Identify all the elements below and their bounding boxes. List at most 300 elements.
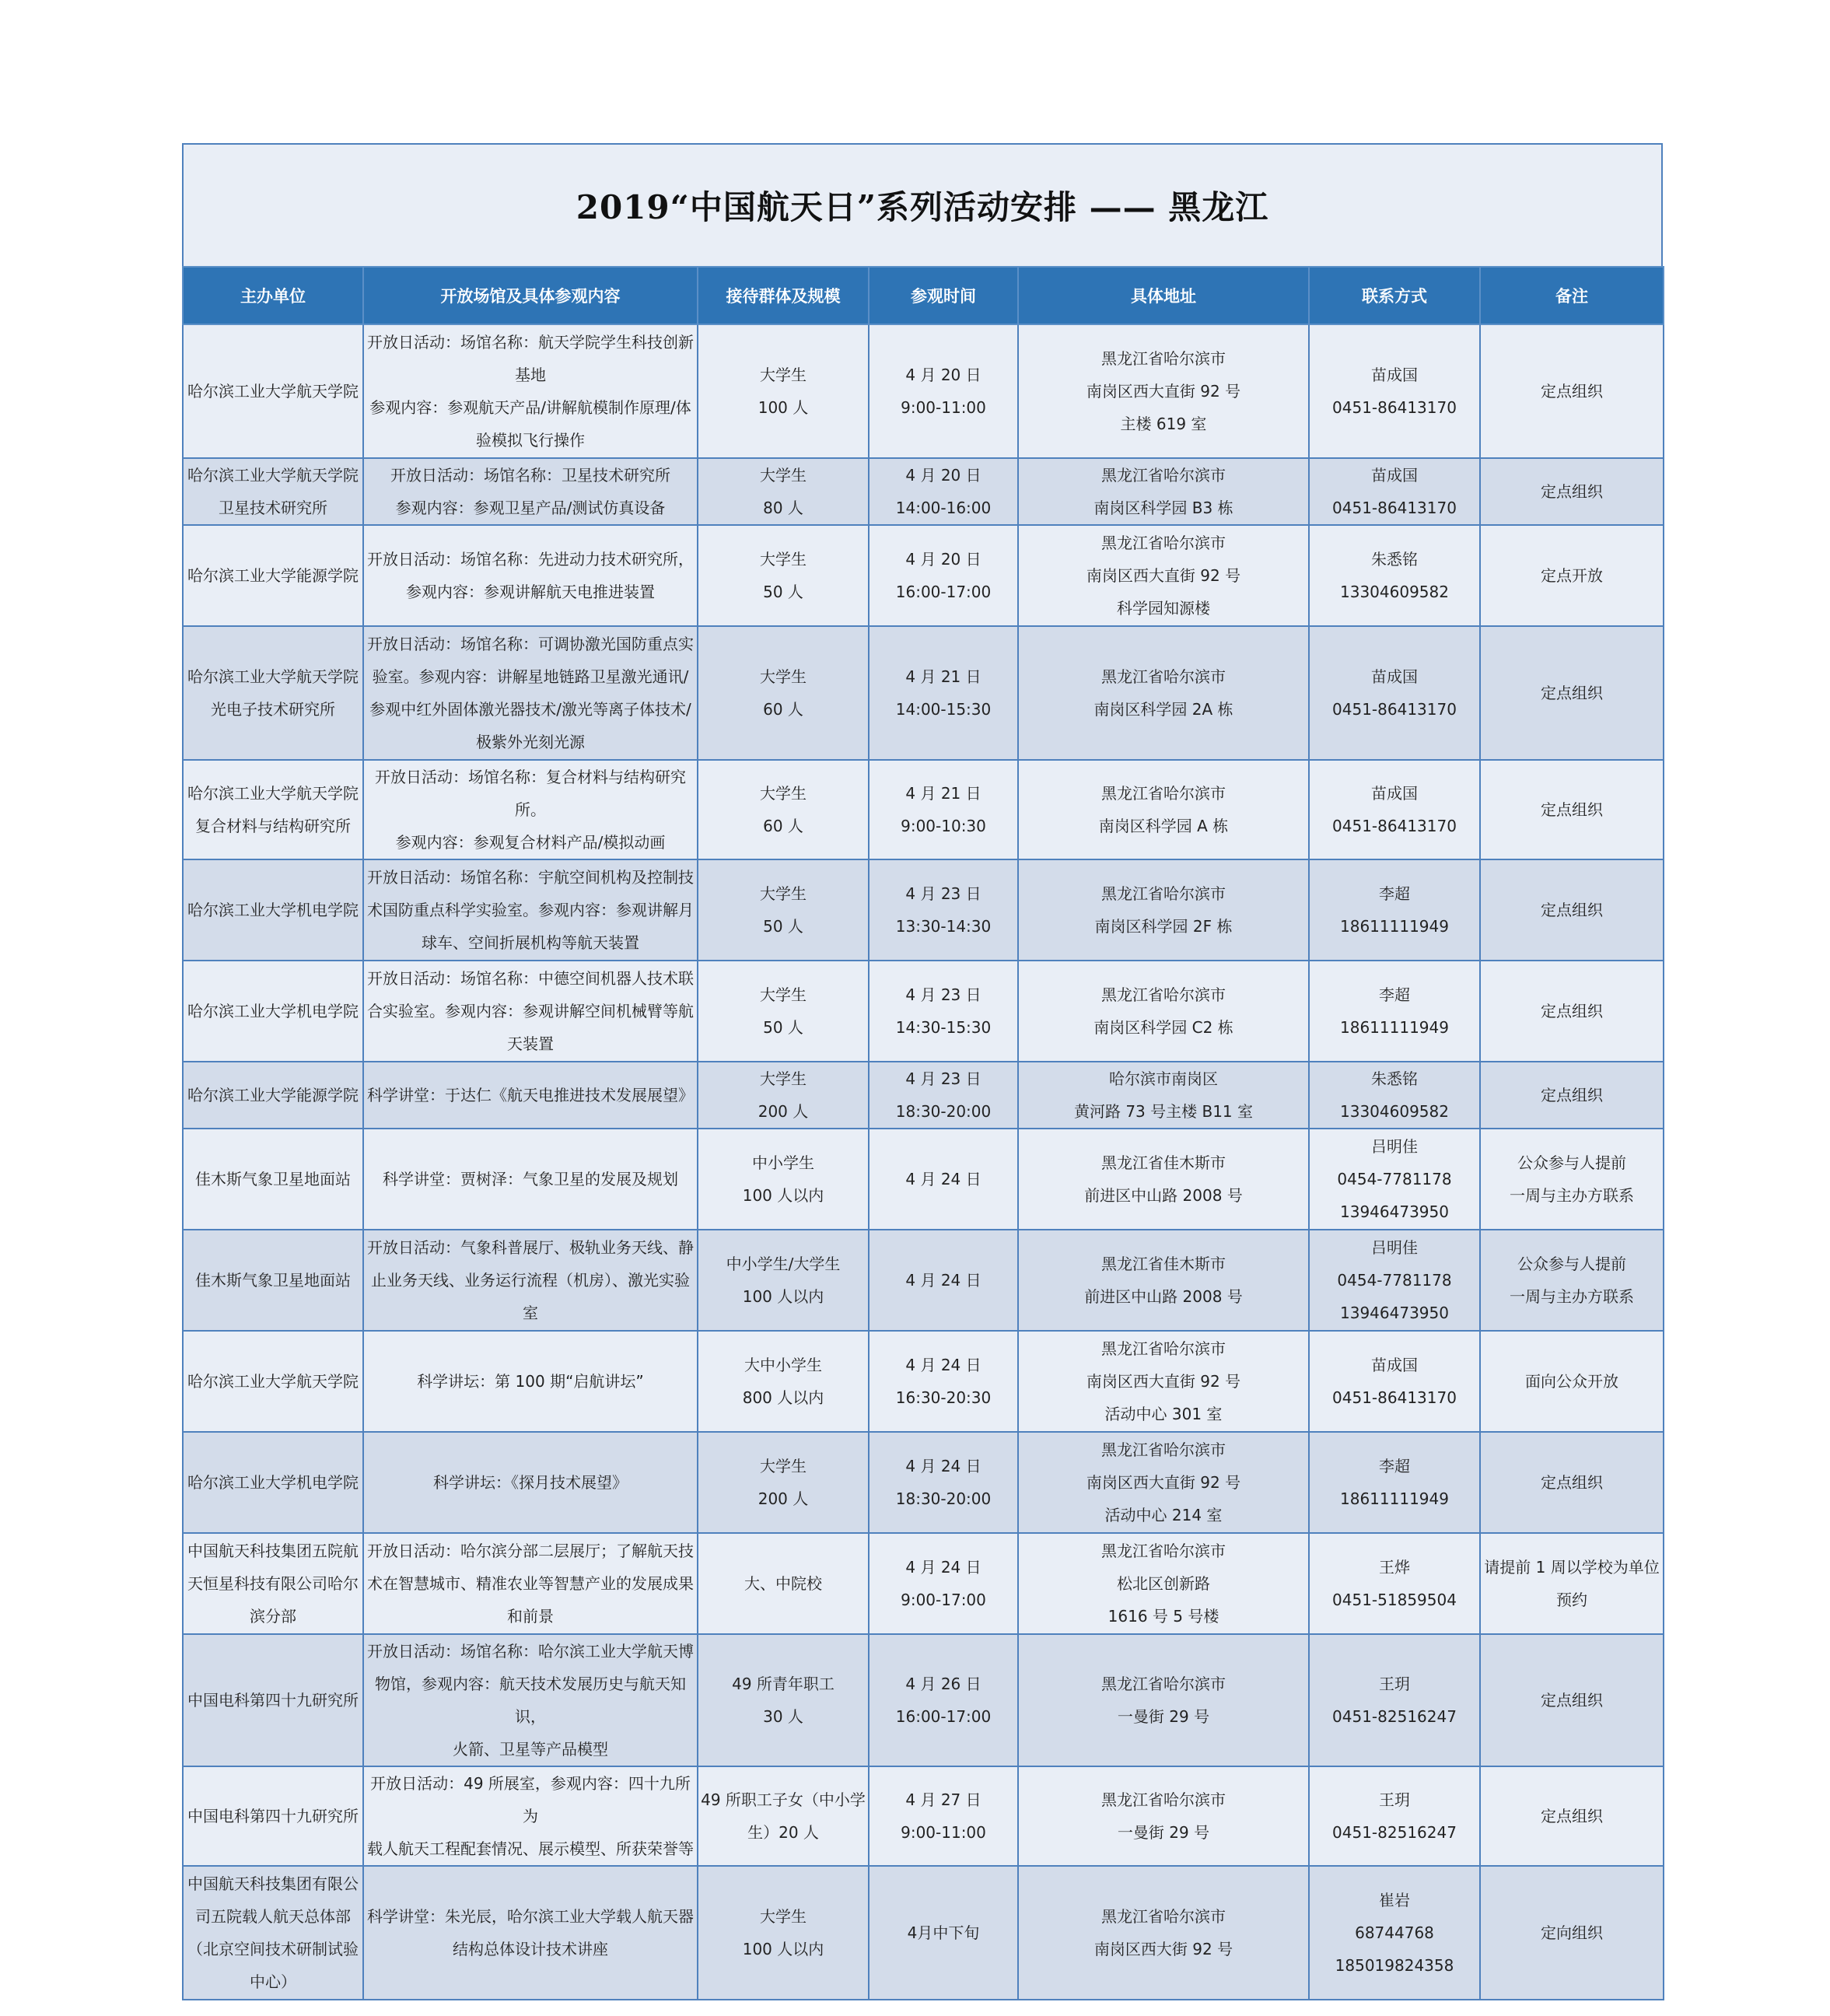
contact-cell: [1309, 859, 1480, 961]
address-cell-line: 松北区创新路: [1117, 1574, 1210, 1593]
contact-cell-line: 苗成国: [1371, 667, 1418, 686]
audience-cell-line: 100 人以内: [742, 1186, 824, 1205]
audience-cell: [698, 859, 869, 961]
host-cell-line: （北京空间技术研制试验: [187, 1940, 359, 1958]
time-cell-line: 4 月 21 日: [905, 784, 981, 803]
note-cell-line: 定点组织: [1541, 684, 1603, 702]
host-cell: [183, 961, 363, 1062]
address-cell: [1018, 1533, 1309, 1634]
address-cell-line: 黑龙江省哈尔滨市: [1101, 1790, 1226, 1809]
address-cell-line: 南岗区西大直街 92 号: [1086, 1473, 1241, 1492]
content-cell-line: 开放日活动：场馆名称：卫星技术研究所: [390, 466, 670, 485]
contact-cell: [1309, 1766, 1480, 1866]
contact-cell-line: 苗成国: [1371, 466, 1418, 485]
time-cell-line: 14:00-15:30: [895, 700, 992, 719]
time-cell: [869, 525, 1018, 626]
audience-cell-line: 80 人: [763, 499, 803, 517]
time-cell-line: 4 月 23 日: [905, 884, 981, 903]
note-cell-line: 定点组织: [1541, 382, 1603, 401]
table-row: [183, 458, 1664, 525]
audience-cell-line: 大学生: [760, 550, 807, 569]
contact-cell-line: 朱悉铭: [1371, 1069, 1418, 1088]
note-cell-line: 一周与主办方联系: [1510, 1186, 1634, 1205]
contact-cell-line: 吕明佳: [1371, 1137, 1418, 1156]
table-header: [183, 267, 1664, 324]
content-cell: [363, 859, 698, 961]
contact-cell-line: 18611111949: [1340, 1018, 1449, 1037]
audience-cell-line: 50 人: [763, 917, 803, 936]
table-row: [183, 760, 1664, 859]
address-cell-line: 黑龙江省哈尔滨市: [1101, 784, 1226, 803]
host-cell-line: 中心）: [250, 1972, 296, 1991]
audience-cell: [698, 458, 869, 525]
content-cell-line: 科学讲坛：第 100 期“启航讲坛”: [417, 1372, 644, 1391]
address-cell-line: 黑龙江省哈尔滨市: [1101, 884, 1226, 903]
time-cell-line: 4 月 20 日: [905, 466, 981, 485]
note-cell: [1480, 961, 1664, 1062]
host-cell-line: 滨分部: [250, 1607, 296, 1626]
address-cell-line: 活动中心 301 室: [1104, 1405, 1223, 1423]
address-cell-line: 南岗区西大街 92 号: [1093, 1940, 1233, 1958]
audience-cell-line: 大学生: [760, 366, 807, 384]
content-cell-line: 参观内容：参观讲解航天电推进装置: [406, 583, 655, 601]
note-cell-line: 定点组织: [1541, 482, 1603, 501]
time-cell: [869, 1766, 1018, 1866]
content-cell: [363, 458, 698, 525]
address-cell-line: 南岗区科学园 A 栋: [1098, 817, 1229, 835]
audience-cell-line: 中小学生/大学生: [726, 1255, 841, 1273]
contact-cell-line: 0454-7781178: [1337, 1271, 1452, 1290]
host-cell: [183, 458, 363, 525]
audience-cell-line: 49 所青年职工: [732, 1675, 835, 1693]
content-cell: [363, 525, 698, 626]
audience-cell-line: 200 人: [758, 1102, 809, 1121]
host-cell-line: 光电子技术研究所: [211, 700, 335, 719]
column-header-host: 主办单位: [183, 267, 363, 324]
note-cell: [1480, 859, 1664, 961]
time-cell: [869, 1866, 1018, 2000]
note-cell-line: 定点组织: [1541, 1473, 1603, 1492]
note-cell-line: 定点组织: [1541, 901, 1603, 919]
table-row: [183, 859, 1664, 961]
contact-cell: [1309, 525, 1480, 626]
address-cell-line: 主楼 619 室: [1120, 415, 1207, 433]
note-cell-line: 请提前 1 周以学校为单位: [1484, 1558, 1660, 1577]
content-cell-line: 参观内容：参观复合材料产品/模拟动画: [395, 833, 666, 852]
contact-cell-line: 0451-86413170: [1332, 700, 1457, 719]
table-row: [183, 1331, 1664, 1432]
audience-cell: [698, 1866, 869, 2000]
content-cell-line: 开放日活动：场馆名称：哈尔滨工业大学航天博: [367, 1642, 694, 1661]
contact-cell: [1309, 1634, 1480, 1766]
audience-cell: [698, 1331, 869, 1432]
time-cell-line: 4月中下旬: [907, 1923, 980, 1942]
address-cell-line: 黑龙江省哈尔滨市: [1101, 985, 1226, 1004]
time-cell-line: 4 月 27 日: [905, 1790, 981, 1809]
time-cell-line: 4 月 26 日: [905, 1675, 981, 1693]
note-cell-line: 公众参与人提前: [1517, 1255, 1626, 1273]
address-cell: [1018, 760, 1309, 859]
audience-cell-line: 100 人以内: [742, 1940, 824, 1958]
note-cell: [1480, 1331, 1664, 1432]
content-cell: [363, 1533, 698, 1634]
table-row: [183, 1432, 1664, 1533]
contact-cell-line: 13946473950: [1340, 1304, 1449, 1322]
contact-cell: [1309, 961, 1480, 1062]
content-cell: [363, 1331, 698, 1432]
time-cell-line: 14:00-16:00: [895, 499, 992, 517]
content-cell-line: 参观中红外固体激光器技术/激光等离子体技术/: [369, 700, 691, 719]
host-cell-line: 哈尔滨工业大学航天学院: [187, 466, 359, 485]
time-cell-line: 4 月 23 日: [905, 985, 981, 1004]
host-cell-line: 哈尔滨工业大学航天学院: [187, 1372, 359, 1391]
contact-cell-line: 苗成国: [1371, 1356, 1418, 1374]
note-cell: [1480, 525, 1664, 626]
content-cell-line: 开放日活动：场馆名称：宇航空间机构及控制技: [367, 868, 694, 887]
address-cell-line: 黑龙江省哈尔滨市: [1101, 667, 1226, 686]
table-row: [183, 1230, 1664, 1331]
address-cell-line: 南岗区科学园 C2 栋: [1093, 1018, 1233, 1037]
content-cell-line: 科学讲堂：贾树泽：气象卫星的发展及规划: [383, 1170, 678, 1188]
contact-cell-line: 李超: [1379, 985, 1410, 1004]
contact-cell: [1309, 1331, 1480, 1432]
note-cell-line: 定向组织: [1541, 1923, 1603, 1942]
host-cell: [183, 760, 363, 859]
audience-cell: [698, 1766, 869, 1866]
audience-cell-line: 100 人以内: [742, 1287, 824, 1306]
content-cell-line: 参观内容：参观航天产品/讲解航模制作原理/体: [369, 398, 691, 417]
content-cell-line: 科学讲堂：于达仁《航天电推进技术发展展望》: [367, 1086, 694, 1104]
column-header-address: 具体地址: [1018, 267, 1309, 324]
contact-cell-line: 0451-86413170: [1332, 499, 1457, 517]
host-cell-line: 佳木斯气象卫星地面站: [195, 1271, 351, 1290]
content-cell-line: 开放日活动：场馆名称：可调协激光国防重点实: [367, 635, 694, 653]
audience-cell-line: 50 人: [763, 583, 803, 601]
note-cell: [1480, 1129, 1664, 1230]
table-row: [183, 1766, 1664, 1866]
contact-cell-line: 苗成国: [1371, 784, 1418, 803]
contact-cell-line: 185019824358: [1335, 1956, 1454, 1975]
address-cell: [1018, 324, 1309, 458]
audience-cell: [698, 961, 869, 1062]
address-cell: [1018, 1432, 1309, 1533]
table-row: [183, 324, 1664, 458]
address-cell-line: 黑龙江省哈尔滨市: [1101, 1907, 1226, 1926]
content-cell-line: 验模拟飞行操作: [476, 431, 585, 450]
content-cell-line: 开放日活动：哈尔滨分部二层展厅；了解航天技: [367, 1542, 694, 1560]
header-row: [183, 267, 1664, 324]
host-cell: [183, 1129, 363, 1230]
content-cell: [363, 1634, 698, 1766]
note-cell: [1480, 458, 1664, 525]
host-cell-line: 司五院载人航天总体部: [195, 1907, 351, 1926]
time-cell-line: 16:00-17:00: [895, 1707, 992, 1726]
address-cell-line: 一曼街 29 号: [1117, 1707, 1210, 1726]
content-cell: [363, 324, 698, 458]
audience-cell-line: 大学生: [760, 1069, 807, 1088]
address-cell-line: 南岗区西大直街 92 号: [1086, 1372, 1241, 1391]
audience-cell: [698, 324, 869, 458]
contact-cell-line: 0451-86413170: [1332, 817, 1457, 835]
contact-cell-line: 0451-86413170: [1332, 1388, 1457, 1407]
content-cell-line: 开放日活动：场馆名称：先进动力技术研究所，: [367, 550, 694, 569]
audience-cell-line: 30 人: [763, 1707, 803, 1726]
host-cell: [183, 324, 363, 458]
column-header-contact: 联系方式: [1309, 267, 1480, 324]
contact-cell: [1309, 1866, 1480, 2000]
contact-cell-line: 李超: [1379, 1457, 1410, 1475]
note-cell: [1480, 1230, 1664, 1331]
address-cell-line: 黑龙江省哈尔滨市: [1101, 349, 1226, 368]
host-cell: [183, 525, 363, 626]
contact-cell-line: 朱悉铭: [1371, 550, 1418, 569]
table-body: [183, 324, 1664, 2000]
address-cell-line: 黑龙江省佳木斯市: [1101, 1255, 1226, 1273]
contact-cell: [1309, 760, 1480, 859]
note-cell-line: 公众参与人提前: [1517, 1153, 1626, 1172]
address-cell-line: 南岗区西大直街 92 号: [1086, 382, 1241, 401]
host-cell-line: 中国电科第四十九研究所: [187, 1691, 359, 1710]
content-cell-line: 合实验室。参观内容：参观讲解空间机械臂等航: [367, 1002, 694, 1020]
content-cell-line: 极紫外光刻光源: [476, 733, 585, 751]
note-cell: [1480, 1062, 1664, 1129]
audience-cell-line: 大学生: [760, 466, 807, 485]
host-cell: [183, 859, 363, 961]
contact-cell-line: 王玥: [1379, 1790, 1410, 1809]
address-cell: [1018, 859, 1309, 961]
audience-cell-line: 大学生: [760, 985, 807, 1004]
address-cell-line: 南岗区科学园 2A 栋: [1093, 700, 1233, 719]
content-cell-line: 开放日活动：场馆名称：中德空间机器人技术联: [367, 969, 694, 988]
contact-cell-line: 王烨: [1379, 1558, 1410, 1577]
note-cell: [1480, 626, 1664, 760]
host-cell-line: 佳木斯气象卫星地面站: [195, 1170, 351, 1188]
note-cell: [1480, 1432, 1664, 1533]
content-cell: [363, 1432, 698, 1533]
time-cell-line: 18:30-20:00: [895, 1489, 992, 1508]
address-cell-line: 黑龙江省哈尔滨市: [1101, 1542, 1226, 1560]
note-cell-line: 定点组织: [1541, 1086, 1603, 1104]
address-cell: [1018, 961, 1309, 1062]
address-cell-line: 哈尔滨市南岗区: [1109, 1069, 1218, 1088]
host-cell: [183, 1230, 363, 1331]
content-cell-line: 术国防重点科学实验室。参观内容：参观讲解月: [367, 901, 694, 919]
contact-cell-line: 68744768: [1355, 1923, 1434, 1942]
audience-cell-line: 大学生: [760, 1457, 807, 1475]
contact-cell: [1309, 1230, 1480, 1331]
contact-cell-line: 0451-82516247: [1332, 1823, 1457, 1842]
content-cell-line: 验室。参观内容：讲解星地链路卫星激光通讯/: [372, 667, 689, 686]
content-cell-line: 开放日活动：气象科普展厅、极轨业务天线、静: [367, 1238, 694, 1257]
content-cell: [363, 1062, 698, 1129]
host-cell-line: 中国航天科技集团有限公: [187, 1874, 359, 1893]
table-row: [183, 961, 1664, 1062]
audience-cell-line: 200 人: [758, 1489, 809, 1508]
contact-cell: [1309, 1533, 1480, 1634]
host-cell-line: 哈尔滨工业大学机电学院: [187, 1002, 359, 1020]
host-cell: [183, 1432, 363, 1533]
address-cell-line: 南岗区科学园 2F 栋: [1094, 917, 1233, 936]
content-cell-line: 球车、空间折展机构等航天装置: [422, 933, 639, 952]
time-cell-line: 9:00-11:00: [901, 398, 986, 417]
address-cell-line: 黑龙江省佳木斯市: [1101, 1153, 1226, 1172]
content-cell: [363, 760, 698, 859]
content-cell-line: 物馆，参观内容：航天技术发展历史与航天知识，: [375, 1675, 686, 1726]
contact-cell-line: 崔岩: [1379, 1891, 1410, 1909]
address-cell-line: 黑龙江省哈尔滨市: [1101, 1675, 1226, 1693]
time-cell: [869, 859, 1018, 961]
content-cell-line: 基地: [515, 366, 546, 384]
address-cell: [1018, 626, 1309, 760]
content-cell-line: 火箭、卫星等产品模型: [453, 1740, 608, 1759]
contact-cell-line: 18611111949: [1340, 917, 1449, 936]
address-cell-line: 黑龙江省哈尔滨市: [1101, 466, 1226, 485]
contact-cell: [1309, 1432, 1480, 1533]
schedule-table: [182, 266, 1664, 2000]
note-cell-line: 定点组织: [1541, 1691, 1603, 1710]
audience-cell: [698, 1533, 869, 1634]
column-header-note: 备注: [1480, 267, 1664, 324]
note-cell: [1480, 1533, 1664, 1634]
audience-cell-line: 生）20 人: [747, 1823, 819, 1842]
content-cell: [363, 1866, 698, 2000]
time-cell: [869, 1129, 1018, 1230]
contact-cell: [1309, 1129, 1480, 1230]
host-cell: [183, 1533, 363, 1634]
contact-cell-line: 13946473950: [1340, 1202, 1449, 1221]
audience-cell-line: 60 人: [763, 817, 803, 835]
host-cell: [183, 1766, 363, 1866]
note-cell-line: 定点组织: [1541, 1807, 1603, 1825]
content-cell: [363, 626, 698, 760]
audience-cell: [698, 1062, 869, 1129]
contact-cell-line: 0451-51859504: [1332, 1591, 1457, 1609]
note-cell: [1480, 1766, 1664, 1866]
content-cell-line: 室: [523, 1304, 538, 1322]
audience-cell-line: 49 所职工子女（中小学: [701, 1790, 866, 1809]
host-cell-line: 哈尔滨工业大学机电学院: [187, 1473, 359, 1492]
time-cell: [869, 458, 1018, 525]
host-cell: [183, 626, 363, 760]
host-cell-line: 中国电科第四十九研究所: [187, 1807, 359, 1825]
audience-cell-line: 大学生: [760, 784, 807, 803]
content-cell-line: 和前景: [507, 1607, 554, 1626]
host-cell-line: 哈尔滨工业大学机电学院: [187, 901, 359, 919]
address-cell-line: 前进区中山路 2008 号: [1084, 1186, 1243, 1205]
audience-cell: [698, 1129, 869, 1230]
time-cell-line: 4 月 21 日: [905, 667, 981, 686]
content-cell-line: 结构总体设计技术讲座: [453, 1940, 608, 1958]
table-row: [183, 525, 1664, 626]
address-cell: [1018, 1634, 1309, 1766]
time-cell-line: 13:30-14:30: [895, 917, 992, 936]
audience-cell-line: 100 人: [758, 398, 809, 417]
audience-cell: [698, 1230, 869, 1331]
time-cell-line: 16:30-20:30: [895, 1388, 992, 1407]
address-cell-line: 黑龙江省哈尔滨市: [1101, 534, 1226, 552]
address-cell-line: 南岗区西大直街 92 号: [1086, 566, 1241, 585]
address-cell-line: 1616 号 5 号楼: [1107, 1607, 1219, 1626]
content-cell: [363, 961, 698, 1062]
time-cell-line: 4 月 24 日: [905, 1356, 981, 1374]
host-cell-line: 天恒星科技有限公司哈尔: [187, 1574, 359, 1593]
table-row: [183, 1533, 1664, 1634]
column-header-time: 参观时间: [869, 267, 1018, 324]
time-cell: [869, 324, 1018, 458]
content-cell-line: 开放日活动：场馆名称：复合材料与结构研究所。: [375, 768, 686, 819]
time-cell: [869, 760, 1018, 859]
audience-cell-line: 800 人以内: [742, 1388, 824, 1407]
time-cell-line: 4 月 24 日: [905, 1558, 981, 1577]
note-cell-line: 面向公众开放: [1525, 1372, 1618, 1391]
audience-cell: [698, 626, 869, 760]
column-header-content: 开放场馆及具体参观内容: [363, 267, 698, 324]
host-cell-line: 中国航天科技集团五院航: [187, 1542, 359, 1560]
audience-cell-line: 中小学生: [752, 1153, 814, 1172]
host-cell: [183, 1866, 363, 2000]
time-cell: [869, 1230, 1018, 1331]
time-cell-line: 14:30-15:30: [895, 1018, 992, 1037]
time-cell-line: 4 月 24 日: [905, 1271, 981, 1290]
contact-cell-line: 吕明佳: [1371, 1238, 1418, 1257]
audience-cell-line: 大学生: [760, 884, 807, 903]
address-cell-line: 前进区中山路 2008 号: [1084, 1287, 1243, 1306]
contact-cell: [1309, 1062, 1480, 1129]
host-cell-line: 哈尔滨工业大学航天学院: [187, 784, 359, 803]
contact-cell: [1309, 626, 1480, 760]
note-cell: [1480, 1634, 1664, 1766]
content-cell-line: 科学讲坛：《探月技术展望》: [433, 1473, 628, 1492]
note-cell-line: 一周与主办方联系: [1510, 1287, 1634, 1306]
audience-cell: [698, 525, 869, 626]
note-cell-line: 定点开放: [1541, 566, 1603, 585]
content-cell-line: 载人航天工程配套情况、展示模型、所获荣誉等: [367, 1839, 694, 1858]
address-cell-line: 黑龙江省哈尔滨市: [1101, 1339, 1226, 1358]
time-cell-line: 4 月 20 日: [905, 550, 981, 569]
audience-cell-line: 大学生: [760, 667, 807, 686]
table-row: [183, 1634, 1664, 1766]
address-cell: [1018, 1230, 1309, 1331]
content-cell-line: 科学讲堂：朱光辰，哈尔滨工业大学载人航天器: [367, 1907, 694, 1926]
host-cell: [183, 1331, 363, 1432]
table-row: [183, 1062, 1664, 1129]
host-cell-line: 哈尔滨工业大学能源学院: [187, 1086, 359, 1104]
time-cell: [869, 1634, 1018, 1766]
host-cell: [183, 1062, 363, 1129]
contact-cell-line: 18611111949: [1340, 1489, 1449, 1508]
time-cell-line: 4 月 23 日: [905, 1069, 981, 1088]
content-cell: [363, 1766, 698, 1866]
content-cell-line: 参观内容：参观卫星产品/测试仿真设备: [395, 499, 666, 517]
title-bar: [182, 143, 1663, 266]
time-cell: [869, 1432, 1018, 1533]
contact-cell-line: 0451-82516247: [1332, 1707, 1457, 1726]
contact-cell-line: 苗成国: [1371, 366, 1418, 384]
audience-cell-line: 大学生: [760, 1907, 807, 1926]
audience-cell-line: 大中小学生: [744, 1356, 822, 1374]
note-cell: [1480, 324, 1664, 458]
content-cell: [363, 1129, 698, 1230]
address-cell: [1018, 1866, 1309, 2000]
audience-cell-line: 60 人: [763, 700, 803, 719]
address-cell-line: 南岗区科学园 B3 栋: [1093, 499, 1233, 517]
note-cell-line: 定点组织: [1541, 800, 1603, 819]
audience-cell-line: 大、中院校: [744, 1574, 822, 1593]
audience-cell: [698, 1432, 869, 1533]
document-title: 2019“中国航天日”系列活动安排 —— 黑龙江: [576, 188, 1269, 226]
table-row: [183, 1866, 1664, 2000]
note-cell: [1480, 760, 1664, 859]
